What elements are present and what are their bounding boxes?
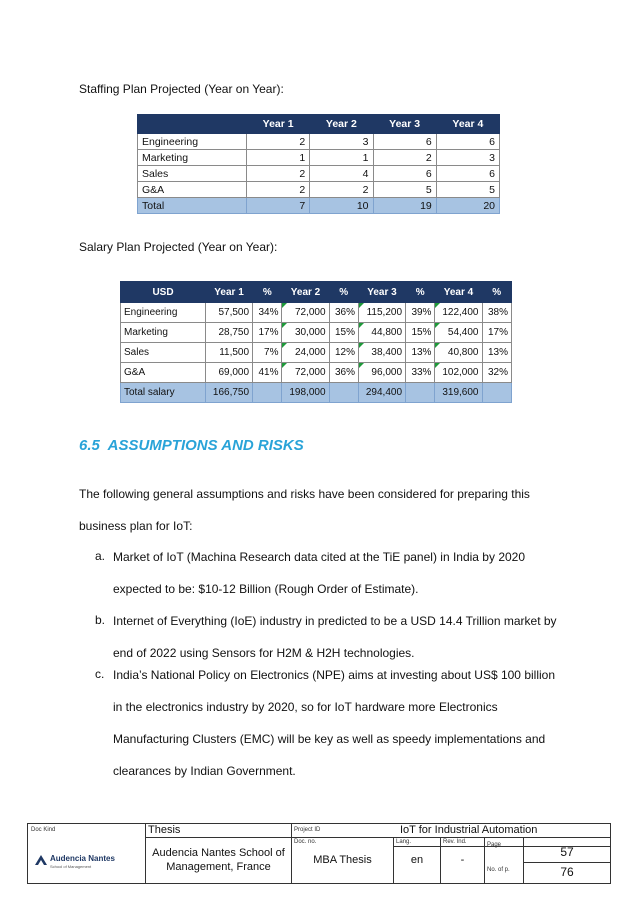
cell: 122,400 (435, 303, 482, 323)
cell: 15% (329, 323, 358, 343)
table-row (121, 363, 512, 383)
salary-col-header: % (253, 282, 282, 303)
page-value: 57 (560, 845, 574, 859)
cell: 2 (373, 150, 436, 166)
cell: 39% (406, 303, 435, 323)
cell: 33% (406, 363, 435, 383)
staffing-col-header: Year 2 (310, 115, 373, 134)
list-marker: b. (95, 613, 106, 627)
salary-header-row (121, 282, 512, 303)
cell: 3 (436, 150, 499, 166)
cell: 6 (436, 166, 499, 182)
cell: 72,000 (282, 303, 329, 323)
cell: 6 (436, 134, 499, 150)
cell (329, 383, 358, 403)
cell: 12% (329, 343, 358, 363)
cell: 69,000 (206, 363, 253, 383)
cell (482, 383, 512, 403)
staffing-heading: Staffing Plan Projected (Year on Year): (79, 82, 284, 96)
cell: 30,000 (282, 323, 329, 343)
cell: 166,750 (206, 383, 253, 403)
cell: 44,800 (358, 323, 405, 343)
doc-kind-value: Thesis (148, 824, 181, 836)
school-line: Management, France (166, 861, 271, 873)
rev-value: - (460, 854, 465, 866)
no-of-pages-label: No. of p. (487, 867, 510, 873)
staffing-col-header (138, 115, 247, 134)
table-row (121, 323, 512, 343)
cell: 1 (310, 150, 373, 166)
logo-mark-icon (34, 854, 48, 866)
cell: 294,400 (358, 383, 405, 403)
cell: 6 (373, 134, 436, 150)
cell: 5 (373, 182, 436, 198)
cell: 2 (247, 166, 310, 182)
project-id-value: IoT for Industrial Automation (400, 824, 538, 836)
cell: 2 (247, 182, 310, 198)
table-row (138, 134, 500, 150)
intro-line: business plan for IoT: (79, 519, 193, 533)
salary-col-header: Year 4 (435, 282, 482, 303)
row-label: Engineering (121, 303, 206, 323)
table-row (121, 303, 512, 323)
school-line: Audencia Nantes School of (152, 847, 285, 859)
row-label: G&A (138, 182, 247, 198)
list-line: India’s National Policy on Electronics (NPE) aims at investing about US$ 100 billion (113, 668, 556, 682)
list-line: Internet of Everything (IoE) industry in predicted to be a USD 14.4 Trillion market by (113, 614, 557, 628)
section-title: 6.5 ASSUMPTIONS AND RISKS (79, 437, 304, 454)
salary-col-header: % (482, 282, 512, 303)
logo-text: Audencia Nantes (50, 854, 115, 863)
table-row (121, 343, 512, 363)
row-label: Marketing (121, 323, 206, 343)
row-label: G&A (121, 363, 206, 383)
list-line: in the electronics industry by 2020, so for IoT hardware more Electronics (113, 700, 498, 714)
list-line: clearances by Indian Government. (113, 764, 296, 778)
cell: 2 (310, 182, 373, 198)
doc-no-label: Doc. no. (294, 839, 317, 845)
cell: 38% (482, 303, 512, 323)
lang-label: Lang. (396, 839, 412, 845)
list-marker: a. (95, 549, 106, 563)
cell: 198,000 (282, 383, 329, 403)
cell: 34% (253, 303, 282, 323)
salary-col-header: % (329, 282, 358, 303)
cell: 4 (310, 166, 373, 182)
cell: 57,500 (206, 303, 253, 323)
cell (406, 383, 435, 403)
cell: 32% (482, 363, 512, 383)
row-label: Sales (138, 166, 247, 182)
cell: 17% (482, 323, 512, 343)
logo-subtext: School of Management (50, 864, 92, 869)
salary-col-header: Year 2 (282, 282, 329, 303)
cell: 15% (406, 323, 435, 343)
total-row (138, 198, 500, 214)
row-label: Total salary (121, 383, 206, 403)
list-marker: c. (95, 667, 105, 681)
staffing-col-header: Year 4 (436, 115, 499, 134)
page-label: Page (487, 842, 502, 848)
cell (253, 383, 282, 403)
cell: 7 (247, 198, 310, 214)
cell: 102,000 (435, 363, 482, 383)
cell: 5 (436, 182, 499, 198)
cell: 41% (253, 363, 282, 383)
staffing-col-header: Year 3 (373, 115, 436, 134)
salary-heading: Salary Plan Projected (Year on Year): (79, 240, 278, 254)
cell: 319,600 (435, 383, 482, 403)
cell: 3 (310, 134, 373, 150)
intro-line: The following general assumptions and risks have been considered for preparing this (79, 487, 530, 501)
cell: 24,000 (282, 343, 329, 363)
cell: 19 (373, 198, 436, 214)
total-row (121, 383, 512, 403)
cell: 2 (247, 134, 310, 150)
cell: 20 (436, 198, 499, 214)
school-name (146, 846, 291, 874)
cell: 54,400 (435, 323, 482, 343)
doc-no-value: MBA Thesis (313, 854, 372, 866)
table-row (138, 166, 500, 182)
list-line: end of 2022 using Sensors for H2M & H2H technologies. (113, 646, 415, 660)
salary-col-header: Year 3 (358, 282, 405, 303)
cell: 13% (482, 343, 512, 363)
table-row (138, 182, 500, 198)
salary-col-header: Year 1 (206, 282, 253, 303)
cell: 28,750 (206, 323, 253, 343)
staffing-col-header: Year 1 (247, 115, 310, 134)
table-row (138, 150, 500, 166)
rev-label: Rev. Ind. (443, 839, 467, 845)
list-line: Market of IoT (Machina Research data cited at the TiE panel) in India by 2020 (113, 550, 526, 564)
staffing-table (137, 114, 500, 214)
list-line: Manufacturing Clusters (EMC) will be key as well as speedy implementations and (113, 732, 546, 746)
project-id-label: Project ID (294, 827, 321, 833)
document-footer (27, 823, 611, 884)
cell: 17% (253, 323, 282, 343)
cell: 36% (329, 363, 358, 383)
salary-table (120, 281, 512, 403)
cell: 6 (373, 166, 436, 182)
cell: 38,400 (358, 343, 405, 363)
row-label: Engineering (138, 134, 247, 150)
row-label: Sales (121, 343, 206, 363)
row-label: Marketing (138, 150, 247, 166)
cell: 96,000 (358, 363, 405, 383)
cell: 72,000 (282, 363, 329, 383)
lang-value: en (410, 854, 424, 866)
staffing-header-row (138, 115, 500, 134)
list-line: expected to be: $10-12 Billion (Rough Order of Estimate). (113, 582, 419, 596)
salary-col-header: % (406, 282, 435, 303)
cell: 36% (329, 303, 358, 323)
cell: 40,800 (435, 343, 482, 363)
doc-kind-label: Doc Kind (31, 827, 56, 833)
cell: 13% (406, 343, 435, 363)
cell: 7% (253, 343, 282, 363)
cell: 1 (247, 150, 310, 166)
row-label: Total (138, 198, 247, 214)
cell: 10 (310, 198, 373, 214)
salary-col-header: USD (121, 282, 206, 303)
cell: 11,500 (206, 343, 253, 363)
no-of-pages-value: 76 (560, 865, 574, 879)
cell: 115,200 (358, 303, 405, 323)
